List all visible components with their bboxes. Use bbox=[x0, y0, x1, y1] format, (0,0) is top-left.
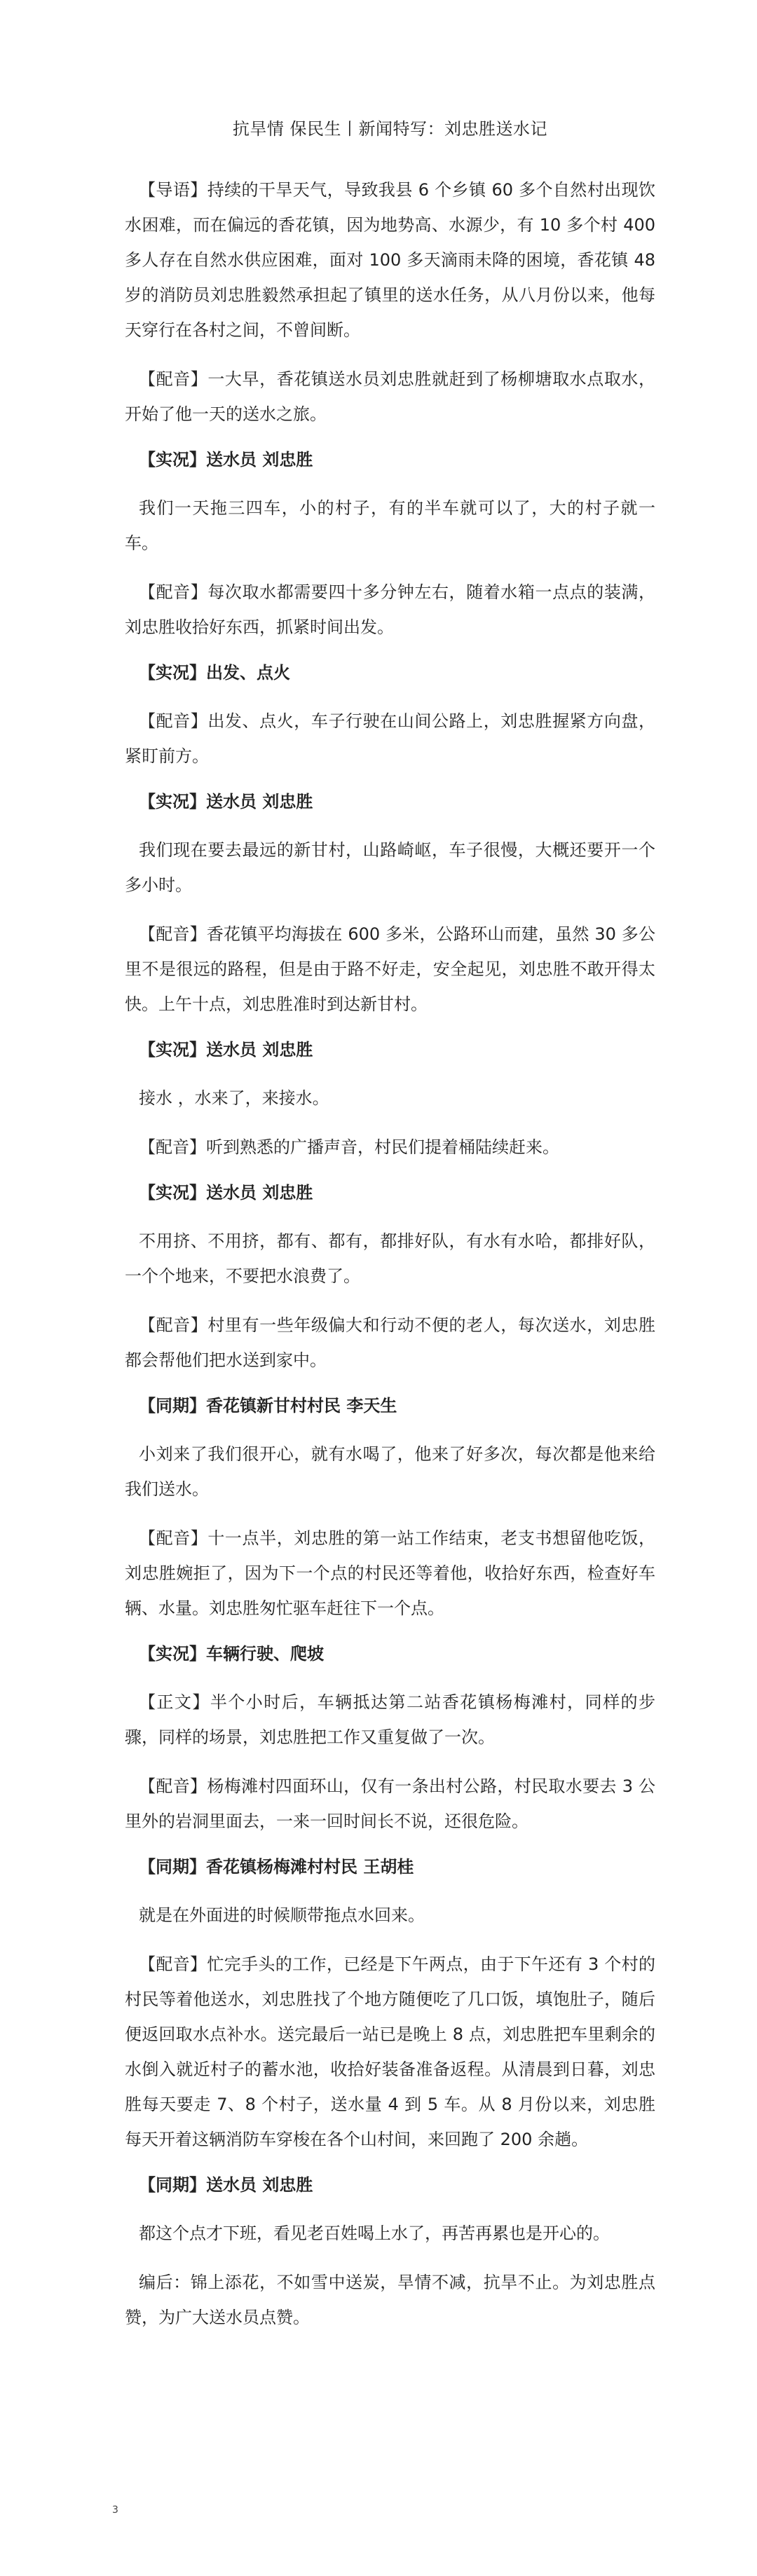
paragraph: 【配音】一大早，香花镇送水员刘忠胜就赶到了杨柳塘取水点取水，开始了他一天的送水之旅。 bbox=[125, 369, 655, 424]
paragraph: 小刘来了我们很开心，就有水喝了，他来了好多次，每次都是他来给我们送水。 bbox=[125, 1444, 655, 1499]
section-subheading: 【实况】送水员 刘忠胜 bbox=[139, 792, 313, 811]
section-subheading: 【同期】送水员 刘忠胜 bbox=[139, 2175, 313, 2195]
section-subheading: 【实况】送水员 刘忠胜 bbox=[139, 450, 313, 470]
paragraph: 编后：锦上添花，不如雪中送炭，旱情不减，抗旱不止。为刘忠胜点赞，为广大送水员点赞。 bbox=[125, 2273, 655, 2327]
paragraph: 【配音】每次取水都需要四十多分钟左右，随着水箱一点点的装满，刘忠胜收拾好东西，抓紧时间出发。 bbox=[125, 582, 655, 637]
article-body bbox=[125, 172, 655, 2335]
paragraph: 【配音】香花镇平均海拔在 600 多米，公路环山而建，虽然 30 多公里不是很远的路程，但是由于路不好走，安全起见，刘忠胜不敢开得太快。上午十点，刘忠胜准时到达新甘村。 bbox=[125, 924, 655, 1014]
paragraph: 就是在外面进的时候顺带拖点水回来。 bbox=[139, 1905, 425, 1925]
page-number: 3 bbox=[112, 2505, 118, 2516]
paragraph: 【配音】听到熟悉的广播声音，村民们提着桶陆续赶来。 bbox=[139, 1137, 559, 1157]
section-subheading: 【实况】送水员 刘忠胜 bbox=[139, 1183, 313, 1203]
section-subheading: 【实况】送水员 刘忠胜 bbox=[139, 1040, 313, 1060]
paragraph: 【导语】持续的干旱天气，导致我县 6 个乡镇 60 多个自然村出现饮水困难，而在偏远的香花镇，因为地势高、水源少，有 10 多个村 400 多人存在自然水供应困难，面对 100 多天滴雨未降的困境，香花镇 48 岁的消防员刘忠胜毅然承担起了镇里的送水任务，从八月份以来，他每天穿行在各村之间，不曾间断。 bbox=[125, 180, 655, 340]
paragraph: 【配音】出发、点火，车子行驶在山间公路上，刘忠胜握紧方向盘，紧盯前方。 bbox=[125, 711, 655, 766]
section-subheading: 【实况】车辆行驶、爬坡 bbox=[139, 1644, 324, 1664]
paragraph: 我们现在要去最远的新甘村，山路崎岖，车子很慢，大概还要开一个多小时。 bbox=[125, 840, 655, 895]
paragraph: 【正文】半个小时后，车辆抵达第二站香花镇杨梅滩村，同样的步骤，同样的场景，刘忠胜把工作又重复做了一次。 bbox=[125, 1692, 655, 1747]
section-subheading: 【同期】香花镇杨梅滩村村民 王胡桂 bbox=[139, 1857, 414, 1877]
paragraph: 不用挤、不用挤，都有、都有，都排好队，有水有水哈，都排好队，一个个地来，不要把水浪费了。 bbox=[125, 1231, 655, 1286]
paragraph: 都这个点才下班，看见老百姓喝上水了，再苦再累也是开心的。 bbox=[139, 2224, 610, 2243]
page-title: 抗旱情 保民生丨新闻特写：刘忠胜送水记 bbox=[232, 119, 548, 139]
paragraph: 【配音】村里有一些年级偏大和行动不便的老人，每次送水，刘忠胜都会帮他们把水送到家中。 bbox=[125, 1315, 655, 1370]
paragraph: 【配音】杨梅滩村四面环山，仅有一条出村公路，村民取水要去 3 公里外的岩洞里面去，一来一回时间长不说，还很危险。 bbox=[125, 1776, 655, 1831]
section-subheading: 【实况】出发、点火 bbox=[139, 663, 290, 683]
section-subheading: 【同期】香花镇新甘村村民 李天生 bbox=[139, 1396, 397, 1416]
paragraph: 【配音】忙完手头的工作，已经是下午两点，由于下午还有 3 个村的村民等着他送水，刘忠胜找了个地方随便吃了几口饭，填饱肚子，随后便返回取水点补水。送完最后一站已是晚上 8 点，刘忠胜把车里剩余的水倒入就近村子的蓄水池，收拾好装备准备返程。从清晨到日暮，刘忠胜每天要走 7、8 个村子，送水量 4 到 5 车。从 8 月份以来，刘忠胜每天开着这辆消防车穿梭在各个山村间，来回跑了 200 余趟。 bbox=[125, 1954, 655, 2149]
paragraph: 我们一天拖三四车，小的村子，有的半车就可以了，大的村子就一车。 bbox=[125, 498, 655, 553]
paragraph: 接水 ，水来了，来接水。 bbox=[139, 1088, 329, 1108]
paragraph: 【配音】十一点半，刘忠胜的第一站工作结束，老支书想留他吃饭，刘忠胜婉拒了，因为下一个点的村民还等着他，收拾好东西，检查好车辆、水量。刘忠胜匆忙驱车赶往下一个点。 bbox=[125, 1528, 655, 1618]
